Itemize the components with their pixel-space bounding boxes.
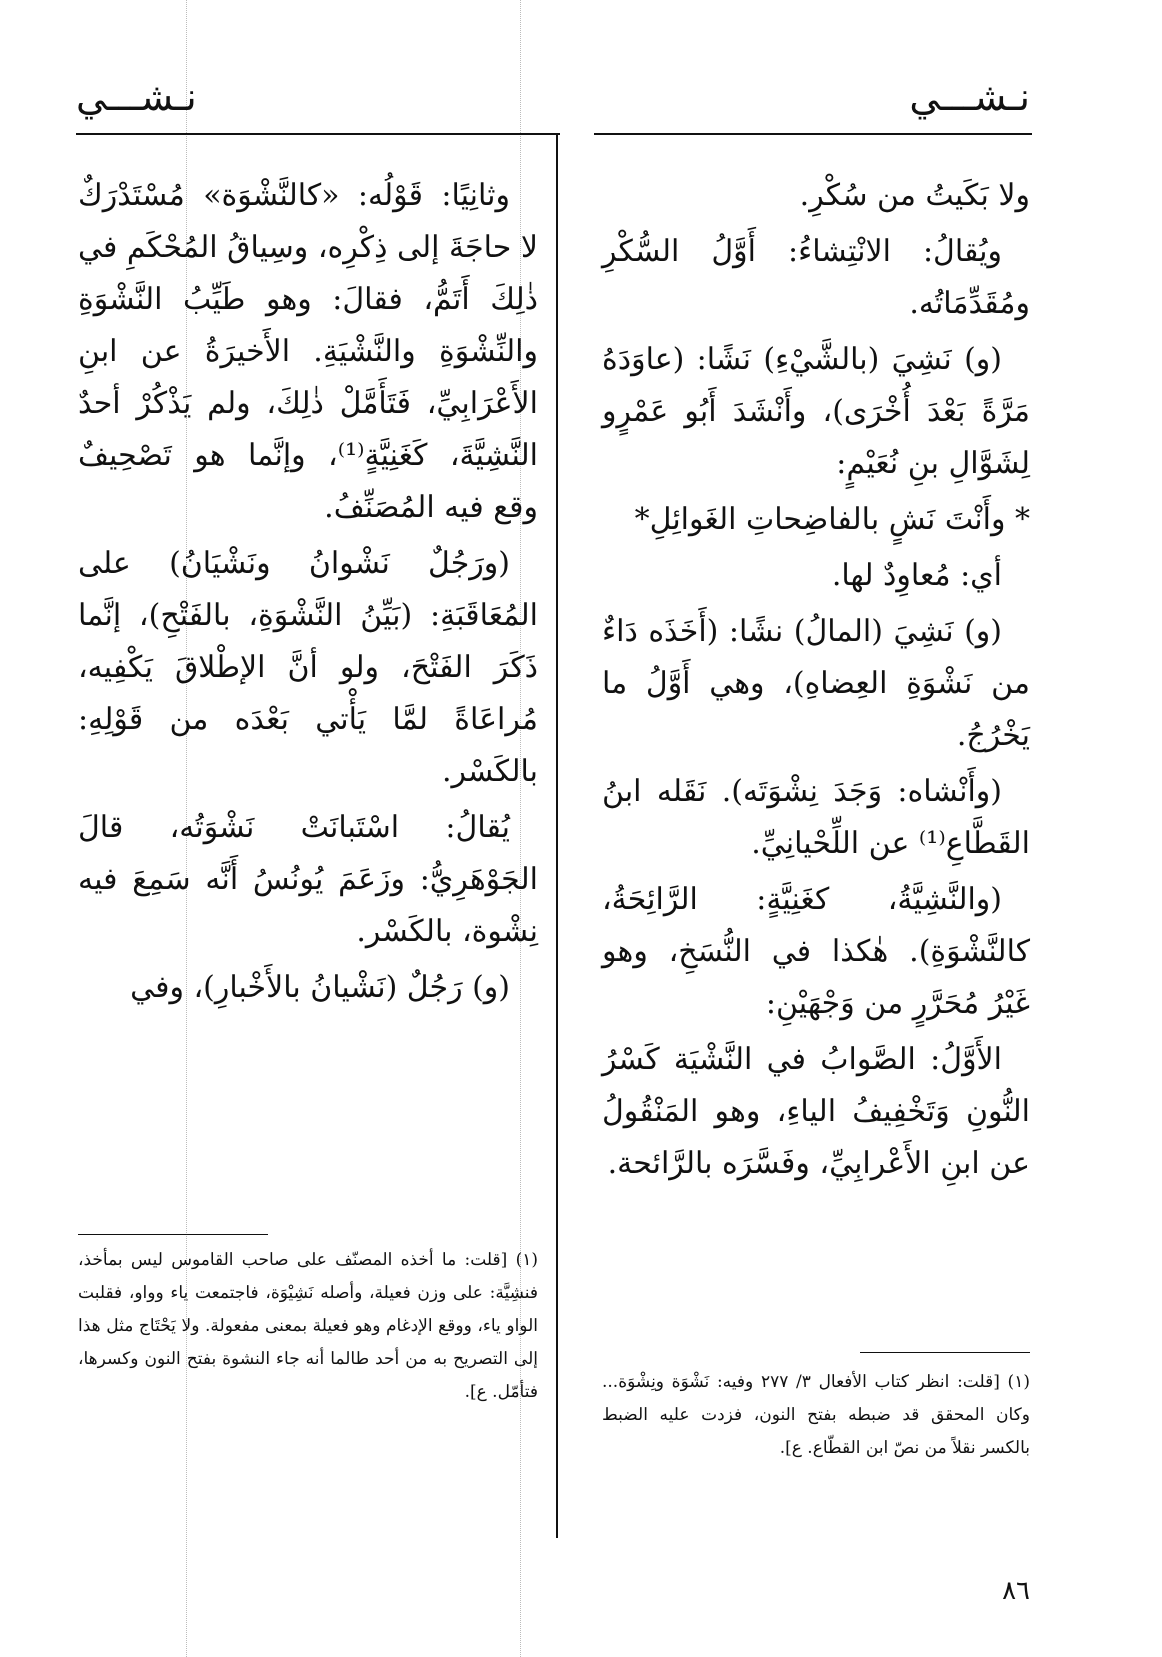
running-header-left: نـشـــي	[76, 75, 197, 119]
running-header-right: نـشـــي	[909, 75, 1030, 119]
paragraph: (والنَّشِيَّةُ، كغَنِيَّةٍ: الرَّائِحَةُ، كالنَّشْوَةِ). هٰكذا في النُّسَخِ، وهو غَيْرُ مُحَرَّرٍ من وَجْهَيْنِ:	[602, 882, 1030, 1021]
left-column	[78, 170, 538, 1018]
paragraph: (و) نَشِيَ (بالشَّيْءِ) نَشًا: (عاوَدَهُ مَرَّةً بَعْدَ أُخْرَى)، وأَنْشَدَ أَبُو عَمْرٍو لِشَوَّالِ بنِ نُعَيْمٍ:	[602, 342, 1030, 481]
paragraph: يُقالُ: اسْتَبانَتْ نَشْوَتُه، قالَ الجَوْهَرِيُّ: وزَعَمَ يُونُسُ أَنَّه سَمِعَ فيه نِشْوة، بالكَسْر.	[78, 810, 538, 949]
footnote-right: (١) [قلت: انظر كتاب الأفعال ٣/ ٢٧٧ وفيه: نَشْوَة ونِشْوَة... وكان المحقق قد ضبطه بفتح النون، فزدت عليه الضبط بالكسر نقلاً من نصّ ابن القطّاع. ع].	[602, 1372, 1030, 1458]
header-rule	[76, 133, 560, 135]
footnote-left: (١) [قلت: ما أخذه المصنّف على صاحب القاموس ليس بمأخذ، فنشِيَّة: على وزن فعيلة، وأصله نَشِيْوَة، فاجتمعت ياء وواو، فقلبت الواو ياء، ووقع الإدغام وهو فعيلة بمعنى مفعولة. ولا يَحْتَاج مثل هذا إلى التصريح به من أحد طالما أنه جاء النشوة بفتح النون وكسرها، فتأمّل. ع].	[78, 1250, 538, 1402]
paragraph: أي: مُعاوِدٌ لها.	[831, 558, 1002, 593]
paragraph: (ورَجُلٌ نَشْوانُ ونَشْيَانُ) على المُعَاقَبَةِ: (بَيِّنُ النَّشْوَةِ، بالفَتْحِ)، إنَّما ذَكَرَ الفَتْحَ، ولو أنَّ الإطْلاقَ يَكْفِيه، مُراعَاةً لمَّا يَأْتي بَعْدَه من قَوْلِهِ: بالكَسْر.	[78, 546, 538, 789]
paragraph: (و) نَشِيَ (المالُ) نشًا: (أَخَذَه دَاءٌ من نَشْوَةِ العِضاهِ)، وهي أَوَّلُ ما يَخْرُجُ.	[602, 614, 1030, 753]
footnote-rule	[860, 1352, 1030, 1353]
paragraph: (وأَنْشاه: وَجَدَ نِشْوَتَه). نَقَله ابنُ القَطَّاعِ⁽¹⁾ عن اللِّحْيانِيِّ.	[602, 774, 1030, 861]
page-number: ٨٦	[1002, 1576, 1030, 1606]
paragraph: ويُقالُ: الانْتِشاءُ: أَوَّلُ السُّكْرِ ومُقَدِّمَاتُه.	[602, 234, 1030, 321]
header-rule	[594, 133, 1032, 135]
paragraph: الأَوَّلُ: الصَّوابُ في النَّشْيَة كَسْرُ النُّونِ وَتَخْفِيفُ الياءِ، وهو المَنْقُولُ عن ابنِ الأَعْرابِيِّ، وفَسَّرَه بالرَّائحة.	[602, 1042, 1030, 1181]
right-column	[602, 170, 1030, 1194]
column-divider	[556, 133, 558, 1538]
paragraph: ولا بَكَيتُ من سُكْرِ.	[799, 178, 1030, 213]
paragraph: (و) رَجُلٌ (نَشْيانُ بالأَخْبارِ)، وفي	[130, 970, 510, 1005]
footnote-rule	[78, 1234, 268, 1235]
verse-line: * وأَنْتَ نَشٍ بالفاضِحاتِ الغَوائِلِ*	[634, 502, 1030, 537]
paragraph: وثانِيًا: قَوْلُه: «كالنَّشْوَة» مُسْتَدْرَكٌ لا حاجَةَ إلى ذِكْرِه، وسِياقُ المُحْكَمِ في ذٰلِكَ أَتَمُّ، فقالَ: وهو طَيِّبُ النَّشْوَةِ والنِّشْوَةِ والنَّشْيَةِ. الأَخيرَةُ عن ابنِ الأَعْرَابِيِّ، فَتَأَمَّلْ ذٰلِكَ، ولم يَذْكُرْ أحدٌ النَّشِيَّةَ، كَغَنِيَّةٍ⁽¹⁾، وإنَّما هو تَصْحِيفٌ وقع فيه المُصَنِّفُ.	[78, 178, 538, 525]
